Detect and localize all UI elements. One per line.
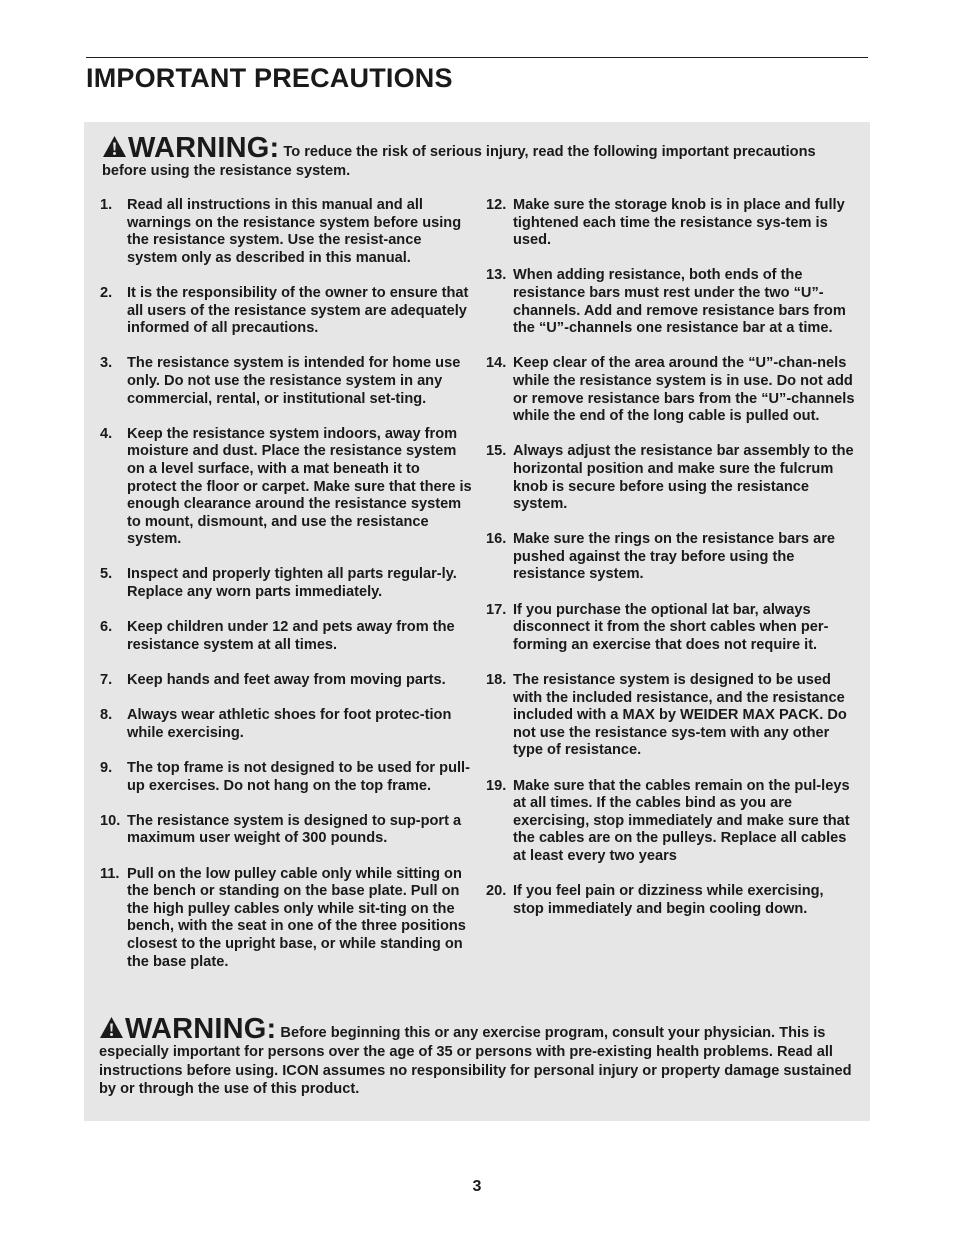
list-item: [486, 355, 858, 425]
list-item: [486, 443, 858, 513]
item-number: 2.: [100, 284, 113, 301]
list-item: [486, 778, 858, 866]
item-number: 12.: [486, 197, 507, 213]
item-text: The top frame is not designed to be used for pull-up exercises. Do not hang on the top frame.: [127, 760, 470, 794]
item-number: 1.: [100, 197, 113, 213]
warning-triangle-icon: [102, 135, 127, 158]
list-item: [100, 426, 472, 549]
warning-heading: WARNING:: [125, 1013, 277, 1045]
item-text: Pull on the low pulley cable only while sitting on the bench or standing on the base plate. Pull on the high pulley cables only while sit-ting on the bench, with the seat in one of the three positions closest to the upright base, or while standing on the base plate.: [127, 865, 466, 970]
item-text: Read all instructions in this manual and all warnings on the resistance system before using the resistance system. Use the resist-ance system only as described in this manual.: [127, 197, 462, 266]
item-text: Inspect and properly tighten all parts regular-ly. Replace any worn parts immediately.: [127, 566, 457, 601]
list-item: [100, 355, 472, 408]
item-number: 17.: [486, 601, 507, 618]
top-warning: [102, 134, 864, 181]
item-text: Make sure that the cables remain on the pul-leys at all times. If the cables bind as you are exercising, stop immediately and make sure that the cables are on the pulleys. Replace all cables at least every two years: [513, 777, 850, 864]
list-item: [100, 760, 472, 795]
item-text: The resistance system is designed to be used with the included resistance, and the resistance included with a MAX by WEIDER MAX PACK. Do not use the resistance sys-tem with any other type of resistance.: [513, 672, 847, 759]
item-number: 3.: [100, 355, 113, 372]
item-number: 6.: [100, 619, 113, 636]
item-number: 5.: [100, 566, 113, 583]
list-item: [100, 813, 472, 848]
item-text: Make sure the rings on the resistance bars are pushed against the tray before using the resistance system.: [513, 531, 836, 583]
item-number: 14.: [486, 355, 507, 372]
item-number: 8.: [100, 707, 113, 724]
list-item: [100, 619, 472, 654]
warning-heading: WARNING:: [128, 132, 280, 164]
item-text: If you feel pain or dizziness while exercising, stop immediately and begin cooling down.: [513, 883, 824, 917]
item-text: If you purchase the optional lat bar, always disconnect it from the short cables when per-forming an exercise that does not require it.: [513, 601, 829, 653]
item-number: 19.: [486, 777, 507, 794]
item-number: 15.: [486, 443, 507, 460]
list-item: [486, 602, 858, 655]
item-text: Keep the resistance system indoors, away from moisture and dust. Place the resistance system on a level surface, with a mat beneath it to protect the floor or carpet. Make sure that there is enough clearance around the resistance system to mount, dismount, and use the resistance system.: [127, 425, 472, 548]
list-item: [486, 197, 858, 250]
warning-text: To reduce the risk of serious injury, read the following important precautions before using the resistance system.: [102, 144, 816, 179]
item-number: 13.: [486, 267, 507, 284]
list-item: [100, 197, 472, 267]
item-number: 20.: [486, 883, 507, 900]
warning-triangle-icon: [99, 1016, 124, 1039]
item-text: The resistance system is designed to sup-port a maximum user weight of 300 pounds.: [127, 812, 462, 847]
item-text: Make sure the storage knob is in place and fully tightened each time the resistance sys-tem is used.: [513, 197, 845, 249]
item-text: Always adjust the resistance bar assembly to the horizontal position and make sure the fulcrum knob is secure before using the resistance system.: [513, 443, 854, 513]
item-text: The resistance system is intended for home use only. Do not use the resistance system in any commercial, rental, or institutional set-ting.: [127, 355, 461, 407]
item-text: When adding resistance, both ends of the resistance bars must rest under the two “U”-channels. Add and remove resistance bars from the “U”-channels one resistance bar at a time.: [513, 267, 846, 337]
item-number: 4.: [100, 425, 113, 442]
item-number: 7.: [100, 672, 113, 689]
precautions-list-left: [100, 197, 472, 989]
list-item: [100, 672, 472, 690]
list-item: [486, 267, 858, 337]
item-text: Keep clear of the area around the “U”-chan-nels while the resistance system is in use. Do not add or remove resistance bars from the “U”-channels while the end of the long cable is pulled out.: [513, 355, 855, 425]
warning-text: Before beginning this or any exercise program, consult your physician. This is especially important for persons over the age of 35 or persons with pre-existing health problems. Read all instructions before using. ICON assumes no responsibility for personal injury or property damage sustained by or through the use of this product.: [99, 1025, 852, 1097]
list-item: [100, 566, 472, 601]
page-title: IMPORTANT PRECAUTIONS: [86, 63, 453, 93]
list-item: [100, 285, 472, 338]
list-item: [486, 531, 858, 584]
item-text: It is the responsibility of the owner to ensure that all users of the resistance system are adequately informed of all precautions.: [127, 284, 469, 337]
item-text: Keep hands and feet away from moving parts.: [127, 672, 446, 689]
item-text: Always wear athletic shoes for foot protec-tion while exercising.: [127, 707, 452, 741]
precautions-panel: [84, 122, 870, 1121]
item-number: 18.: [486, 672, 507, 689]
list-item: [100, 707, 472, 742]
item-number: 10.: [100, 812, 121, 829]
top-rule: [86, 57, 868, 58]
list-item: [100, 866, 472, 972]
item-number: 11.: [100, 865, 120, 882]
list-item: [486, 883, 858, 918]
item-text: Keep children under 12 and pets away from the resistance system at all times.: [127, 619, 455, 653]
item-number: 9.: [100, 760, 113, 776]
bottom-warning: [99, 1015, 861, 1099]
page-number: 3: [472, 1178, 482, 1195]
list-item: [486, 672, 858, 760]
precautions-list-right: [486, 197, 858, 936]
item-number: 16.: [486, 531, 507, 548]
